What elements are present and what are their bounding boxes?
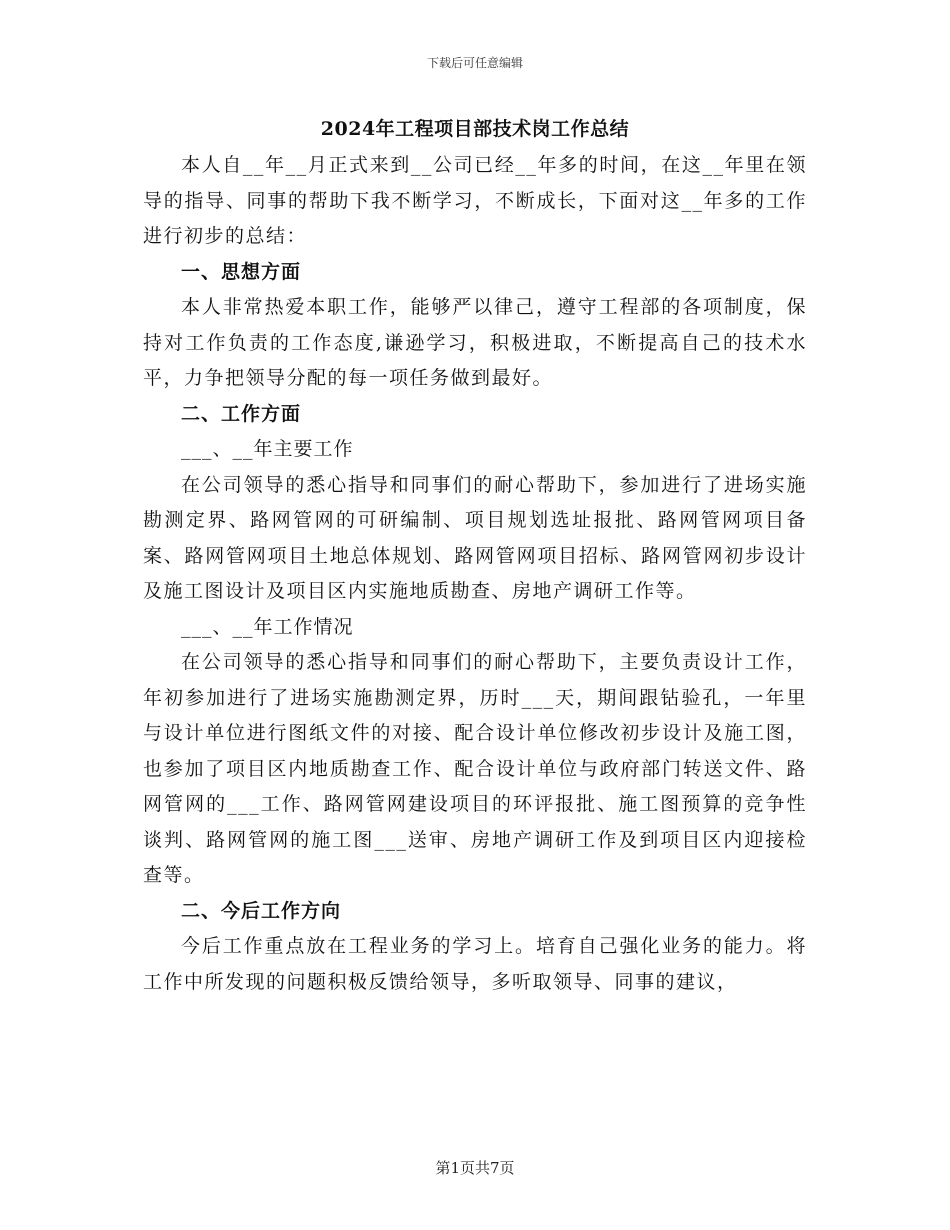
document-body	[143, 148, 807, 1000]
thought-paragraph: 本人非常热爱本职工作，能够严以律己，遵守工程部的各项制度，保持对工作负责的工作态度,谦逊学习，积极进取，不断提高自己的技术水平，力争把领导分配的每一项任务做到最好。	[143, 296, 807, 389]
future-paragraph: 今后工作重点放在工程业务的学习上。培育自己强化业务的能力。将工作中所发现的问题积极反馈给领导，多听取领导、同事的建议，	[143, 935, 807, 993]
section-heading-thought: 一、思想方面	[181, 260, 302, 283]
subheading-work-status: ___、__年工作情况	[181, 615, 354, 638]
header-note: 下载后可任意编辑	[426, 56, 523, 70]
section-heading-work: 二、工作方面	[181, 402, 302, 425]
main-work-paragraph: 在公司领导的悉心指导和同事们的耐心帮助下，参加进行了进场实施勘测定界、路网管网的可研编制、项目规划选址报批、路网管网项目备案、路网管网项目土地总体规划、路网管网项目招标、路网管网初步设计及施工图设计及项目区内实施地质勘查、房地产调研工作等。	[143, 473, 807, 602]
intro-paragraph: 本人自__年__月正式来到__公司已经__年多的时间，在这__年里在领导的指导、同事的帮助下我不断学习，不断成长，下面对这__年多的工作进行初步的总结：	[143, 154, 807, 247]
page-footer: 第1页共7页	[435, 1159, 515, 1177]
work-status-paragraph: 在公司领导的悉心指导和同事们的耐心帮助下，主要负责设计工作，年初参加进行了进场实施勘测定界，历时___天，期间跟钻验孔，一年里与设计单位进行图纸文件的对接、配合设计单位修改初步设计及施工图，也参加了项目区内地质勘查工作、配合设计单位与政府部门转送文件、路网管网的___工作、路网管网建设项目的环评报批、施工图预算的竞争性谈判、路网管网的施工图___送审、房地产调研工作及到项目区内迎接检查等。	[143, 651, 807, 886]
subheading-main-work: ___、__年主要工作	[181, 438, 354, 460]
section-heading-future: 二、今后工作方向	[181, 899, 342, 922]
document-title: 2024年工程项目部技术岗工作总结	[320, 118, 630, 140]
